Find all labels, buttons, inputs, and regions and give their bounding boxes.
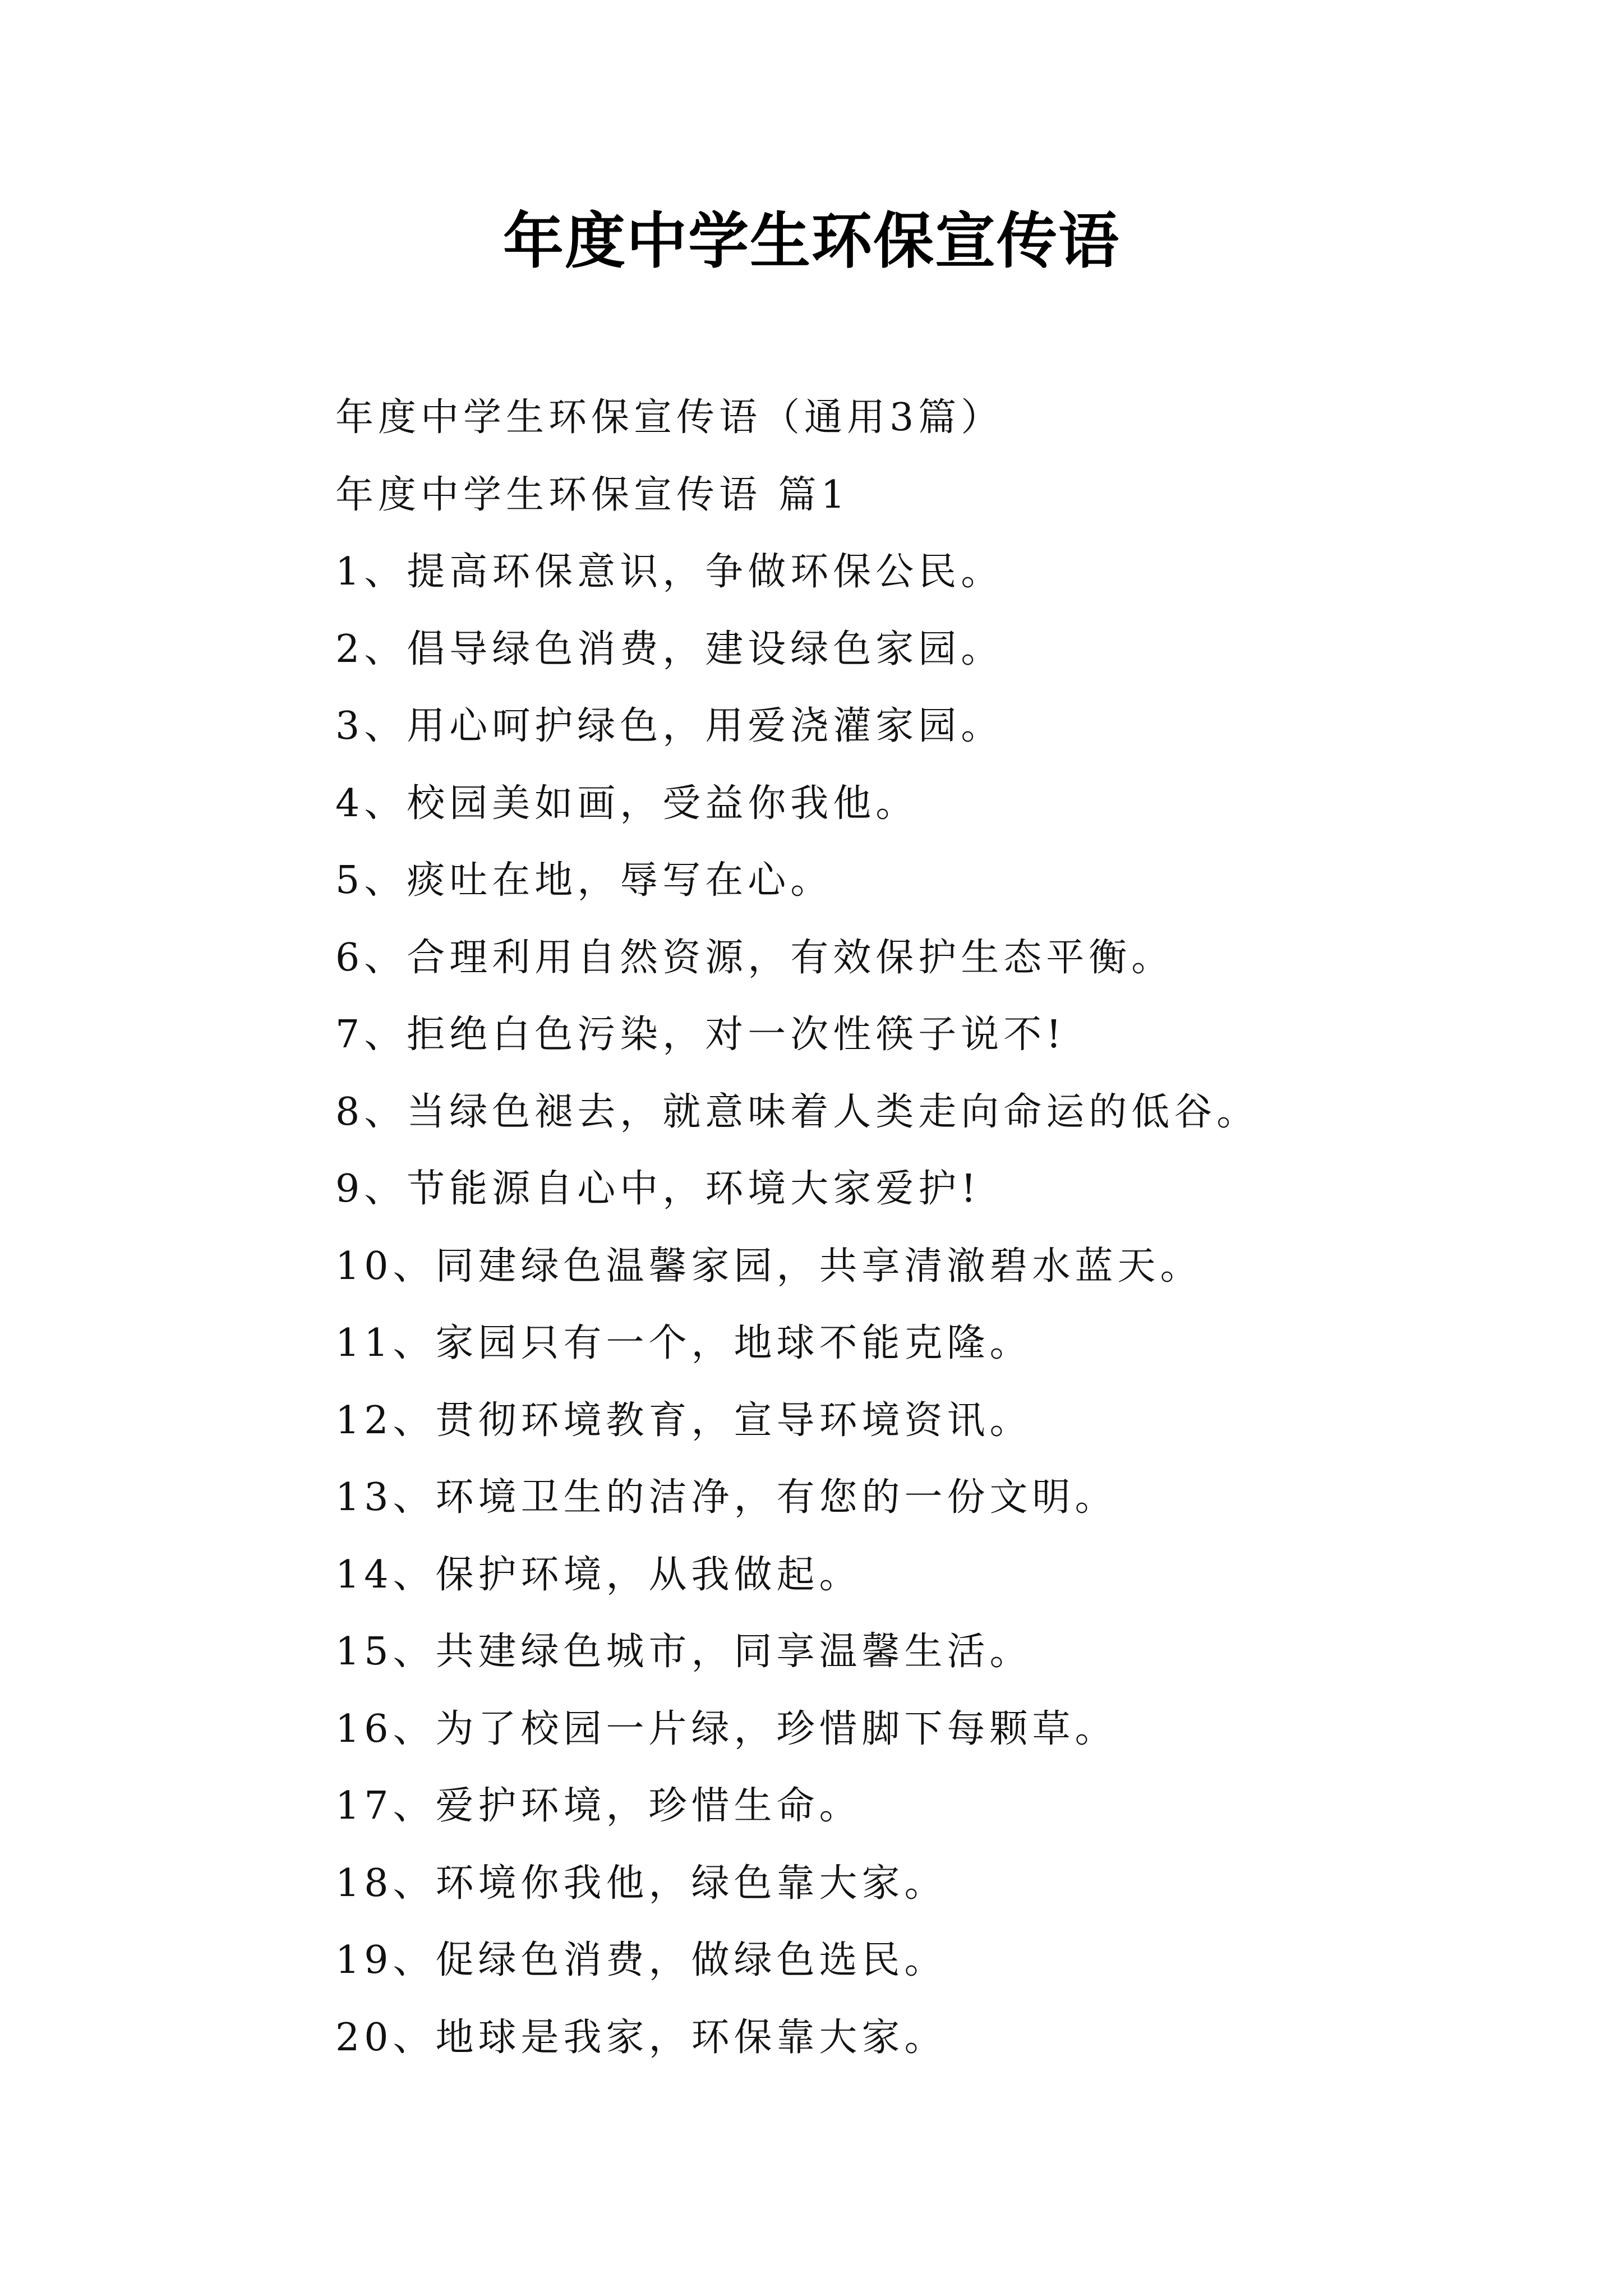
slogan-item: 3、用心呵护绿色，用爱浇灌家园。 [335, 704, 1004, 748]
slogan-item: 13、环境卫生的洁净，有您的一份文明。 [335, 1475, 1118, 1520]
slogan-item: 9、节能源自心中，环境大家爱护! [335, 1167, 981, 1211]
document-title: 年度中学生环保宣传语 [502, 206, 1120, 277]
slogan-item: 14、保护环境，从我做起。 [335, 1552, 862, 1597]
slogan-item: 1、提高环保意识，争做环保公民。 [335, 550, 1004, 594]
document-body [335, 379, 1541, 2076]
slogan-item: 18、环境你我他，绿色靠大家。 [335, 1861, 947, 1906]
slogan-item: 19、促绿色消费，做绿色选民。 [335, 1938, 947, 1982]
document-subtitle: 年度中学生环保宣传语（通用3篇） [335, 395, 1004, 440]
slogan-item: 7、拒绝白色污染，对一次性筷子说不! [335, 1013, 1066, 1057]
section-heading: 年度中学生环保宣传语 篇1 [335, 472, 850, 517]
slogan-item: 2、倡导绿色消费，建设绿色家园。 [335, 627, 1004, 671]
slogan-item: 16、为了校园一片绿，珍惜脚下每颗草。 [335, 1706, 1118, 1751]
slogan-item: 4、校园美如画，受益你我他。 [335, 781, 919, 826]
slogan-item: 6、合理利用自然资源，有效保护生态平衡。 [335, 935, 1174, 980]
slogan-item: 15、共建绿色城市，同享温馨生活。 [335, 1630, 1032, 1674]
slogan-item: 8、当绿色褪去，就意味着人类走向命运的低谷。 [335, 1089, 1260, 1134]
slogan-item: 10、同建绿色温馨家园，共享清澈碧水蓝天。 [335, 1244, 1203, 1289]
slogan-item: 20、地球是我家，环保靠大家。 [335, 2015, 947, 2060]
slogan-item: 17、爱护环境，珍惜生命。 [335, 1784, 862, 1828]
slogan-item: 11、家园只有一个，地球不能克隆。 [335, 1321, 1032, 1365]
slogan-item: 12、贯彻环境教育，宣导环境资讯。 [335, 1398, 1032, 1443]
slogan-item: 5、痰吐在地，辱写在心。 [335, 858, 833, 903]
